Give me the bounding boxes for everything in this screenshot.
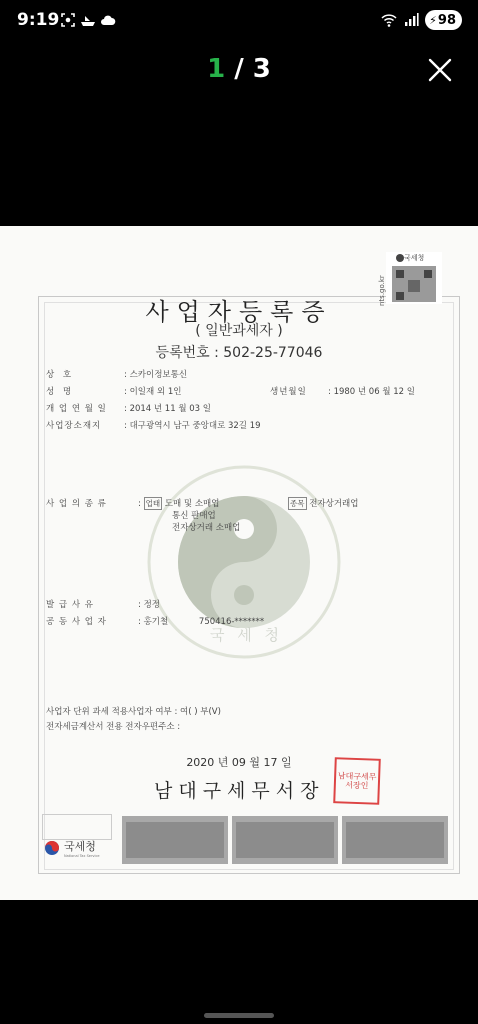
row-name [46, 385, 181, 397]
row-open-date [46, 402, 211, 414]
document-subtitle: ( 일반과세자 ) [195, 323, 283, 339]
type-value-2: 통신 판매업 [172, 511, 216, 521]
nts-logo [44, 838, 100, 858]
footer-box [42, 814, 112, 840]
row-address [46, 419, 261, 431]
status-notification-icons [60, 12, 116, 28]
row-item [288, 497, 358, 510]
status-system-icons [381, 10, 462, 30]
type-value-1: 도매 및 소매업 [164, 499, 220, 509]
signal-icon [403, 12, 419, 28]
official-stamp: 남대구세무서장인 [333, 757, 381, 805]
page-separator: / [225, 54, 253, 84]
name-value: : 이일재 외 1인 [124, 387, 182, 397]
tax-office-name: 남대구세무서장 [154, 780, 325, 802]
trade-name-label: 상 호 [46, 370, 75, 380]
row-business-type: 사 업 의 종 류 : 업태 도매 및 소매업 [46, 499, 220, 509]
qr-label: 국세청 [404, 254, 425, 262]
business-type-label: 사 업 의 종 류 [46, 499, 107, 509]
screenshot-icon [60, 12, 76, 28]
issue-reason-value: : 정정 [138, 600, 160, 610]
type-value-3: 전자상거래 소매업 [172, 523, 241, 533]
page-current: 1 [207, 54, 226, 84]
row-joint-owner [46, 615, 264, 627]
issue-date: 2020 년 09 월 17 일 [186, 756, 292, 769]
close-button[interactable] [424, 54, 456, 86]
unit-tax-line: 사업자 단위 과세 적용사업자 여부 : 여( ) 부(V) [46, 707, 221, 717]
page-total: 3 [252, 54, 271, 84]
barcode-pattern-3 [342, 816, 448, 864]
nts-logo-subtext: National Tax Service [64, 854, 100, 858]
status-time: 9:19 [17, 10, 60, 30]
document-title: 사업자등록증 [145, 298, 333, 326]
row-birth [270, 385, 415, 397]
trade-name-value: : 스카이정보통신 [124, 370, 188, 380]
joint-owner-label: 공 동 사 업 자 [46, 617, 107, 627]
nts-logo-icon [44, 840, 60, 856]
nts-logo-text: 국세청 [64, 840, 96, 853]
boat-icon [80, 12, 96, 28]
document-image[interactable] [0, 226, 478, 900]
cloud-sync-icon [100, 12, 116, 28]
registration-number: 등록번호 : 502-25-77046 [155, 345, 323, 361]
email-line: 전자세금계산서 전용 전자우편주소 : [46, 722, 181, 732]
wifi-icon [381, 12, 397, 28]
address-value: : 대구광역시 남구 중앙대로 32길 19 [124, 421, 261, 431]
open-date-value: : 2014 년 11 월 03 일 [124, 404, 211, 414]
barcode-pattern-2 [232, 816, 338, 864]
close-icon [424, 54, 456, 86]
address-label: 사업장소재지 [46, 421, 102, 431]
home-indicator[interactable] [204, 1013, 274, 1018]
joint-owner-value: : 홍기철 [138, 617, 169, 627]
battery-level: 98 [437, 12, 456, 28]
qr-side-text: nts.go.kr [378, 275, 386, 306]
status-bar [0, 0, 478, 42]
open-date-label: 개 업 연 월 일 [46, 404, 107, 414]
seal-text: 국 세 청 [210, 626, 284, 644]
battery-icon: ⚡ 98 [425, 10, 462, 30]
birth-label: 생년월일 [270, 387, 307, 397]
name-label: 성 명 [46, 387, 75, 397]
barcode-pattern-1 [122, 816, 228, 864]
row-issue-reason [46, 598, 160, 610]
page-counter [0, 54, 478, 84]
type-tag: 업태 [145, 499, 161, 508]
birth-value: : 1980 년 06 월 12 일 [328, 387, 415, 397]
row-trade-name [46, 368, 187, 380]
issue-reason-label: 발 급 사 유 [46, 600, 94, 610]
item-value: 전자상거래업 [309, 499, 359, 509]
joint-owner-id: 750416-******* [198, 617, 265, 627]
item-tag: 종목 [290, 499, 305, 508]
